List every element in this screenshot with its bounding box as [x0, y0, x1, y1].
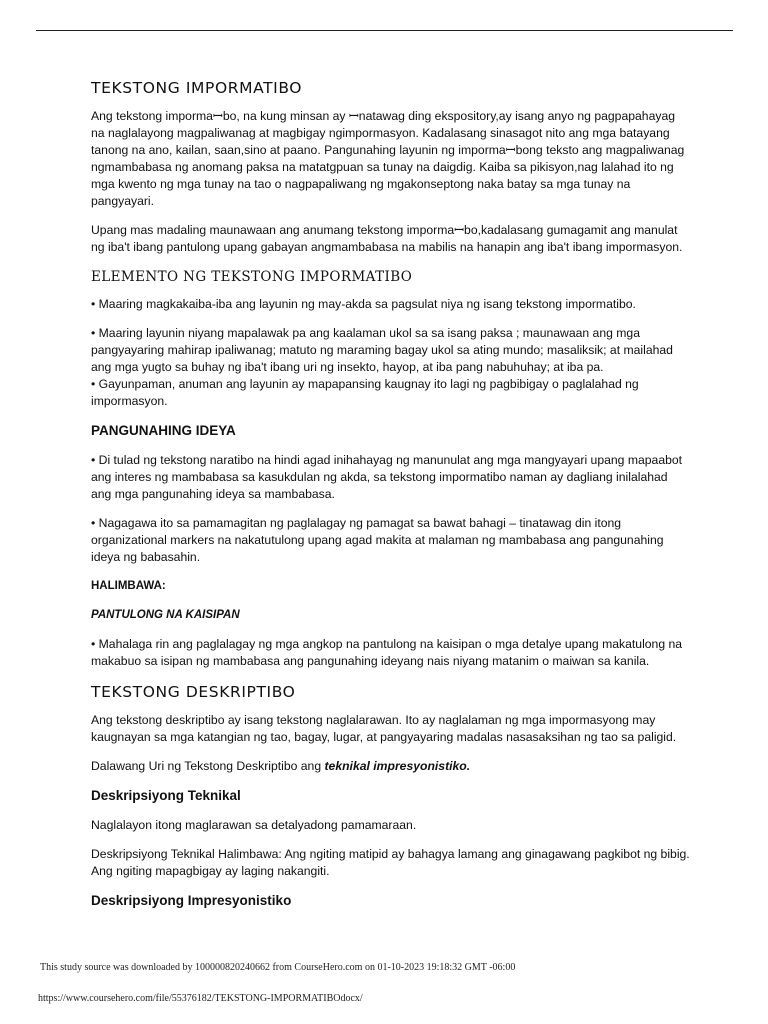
- document-body: [91, 78, 691, 922]
- uri-prefix-text: Dalawang Uri ng Tekstong Deskriptibo ang: [91, 759, 325, 773]
- heading-deskripsiyong-teknikal: Deskripsiyong Teknikal: [91, 788, 241, 803]
- heading-deskripsiyong-impresyonistiko: Deskripsiyong Impresyonistiko: [91, 893, 292, 908]
- paragraph-impormatibo-intro: Ang tekstong impormaꟷbo, na kung minsan ay ꟷnatawag ding ekspository,ay isang anyo ng pagpapahayag na naglalayong magpaliwanag at magbigay ngimpormasyon. Kadalasang sinasagot nito ang mga batayang tanong na ano, kailan, saan,sino at paano. Pangunahing layunin ng impormaꟷbong teksto ang magpaliwanag ngmambabasa ng anomang paksa na matatgpuan sa tunay na daigdig. Kaiba sa pikisyon,nag lalahad ito ng mga kwento ng mga tunay na tao o nagpapaliwang ng mgakonseptong naka batay sa mga tunay na pangyayari.: [91, 109, 685, 208]
- top-divider: [36, 30, 733, 31]
- paragraph-teknikal: Naglalayon itong maglarawan sa detalyadong pamamaraan.: [91, 818, 417, 832]
- heading-pangunahing-ideya: PANGUNAHING IDEYA: [91, 423, 236, 438]
- label-halimbawa: HALIMBAWA:: [91, 580, 166, 592]
- paragraph-deskriptibo-intro: Ang tekstong deskriptibo ay isang tekstong naglalarawan. Ito ay naglalaman ng mga impormasyong may kaugnayan sa mga katangian ng tao, bagay, lugar, at pangyayaring madalas nasasaksihan ng tao sa paligid.: [91, 713, 677, 744]
- bullet-ideya-3: • Mahalaga rin ang paglalagay ng mga angkop na pantulong na kaisipan o mga detalye upang makatulong na makabuo sa isipan ng mambabasa ang pangunahing ideyang nais niyang matanim o maiwan sa kanila.: [91, 637, 683, 668]
- heading-tekstong-impormatibo: TEKSTONG IMPORMATIBO: [91, 79, 303, 97]
- footer-source-url[interactable]: https://www.coursehero.com/file/55376182/TEKSTONG-IMPORMATIBOdocx/: [38, 993, 363, 1004]
- heading-tekstong-deskriptibo: TEKSTONG DESKRIPTIBO: [91, 683, 296, 701]
- paragraph-impormatibo-pantulong: Upang mas madaling maunawaan ang anumang tekstong impormaꟷbo,kadalasang gumagamit ang manulat ng iba't ibang pantulong upang gabayan angmambabasa na mabilis na hanapin ang iba't ibang impormasyon.: [91, 223, 683, 254]
- bullet-ideya-1: • Di tulad ng tekstong naratibo na hindi agad inihahayag ng manunulat ang mga mangyayari upang mapaabot ang interes ng mambabasa sa kasukdulan ng akda, sa tekstong impormatibo naman ay dagliang inilalahad ang mga pangunahing ideya sa mambabasa.: [91, 453, 683, 501]
- bullet-elemento-1: • Maaring magkakaiba-iba ang layunin ng may-akda sa pagsulat niya ng isang tekstong impormatibo.: [91, 297, 636, 311]
- bullet-elemento-2: • Maaring layunin niyang mapalawak pa ang kaalaman ukol sa sa isang paksa ; maunawaan ang mga pangyayaring mahirap ipaliwanag; matuto ng maraming bagay ukol sa ating mundo; masaliksik; at mailahad ang mga yugto sa buhay ng iba't ibang uri ng insekto, hayop, at iba pang nabuhuhay; at iba pa.: [91, 326, 673, 374]
- bullet-elemento-3: • Gayunpaman, anuman ang layunin ay mapapansing kaugnay ito lagi ng pagbibigay o paglalahad ng impormasyon.: [91, 377, 639, 408]
- paragraph-teknikal-halimbawa: Deskripsiyong Teknikal Halimbawa: Ang ngiting matipid ay bahagya lamang ang ginagawang pagkibot ng bibig. Ang ngiting mapagbigay ay laging nakangiti.: [91, 847, 690, 878]
- label-pantulong-na-kaisipan: PANTULONG NA KAISIPAN: [91, 609, 240, 621]
- heading-elemento: ELEMENTO NG TEKSTONG IMPORMATIBO: [91, 269, 413, 285]
- bullet-ideya-2: • Nagagawa ito sa pamamagitan ng paglalagay ng pamagat sa bawat bahagi – tinatawag din itong organizational markers na nakatutulong upang agad makita at malaman ng mambabasa ang pangunahing ideya ng babasahin.: [91, 516, 664, 564]
- footer-download-notice: This study source was downloaded by 100000820240662 from CourseHero.com on 01-10-2023 19:18:32 GMT -06:00: [40, 962, 516, 973]
- uri-emphasis-text: teknikal impresyonistiko.: [324, 759, 471, 773]
- paragraph-deskriptibo-uri: [91, 758, 691, 775]
